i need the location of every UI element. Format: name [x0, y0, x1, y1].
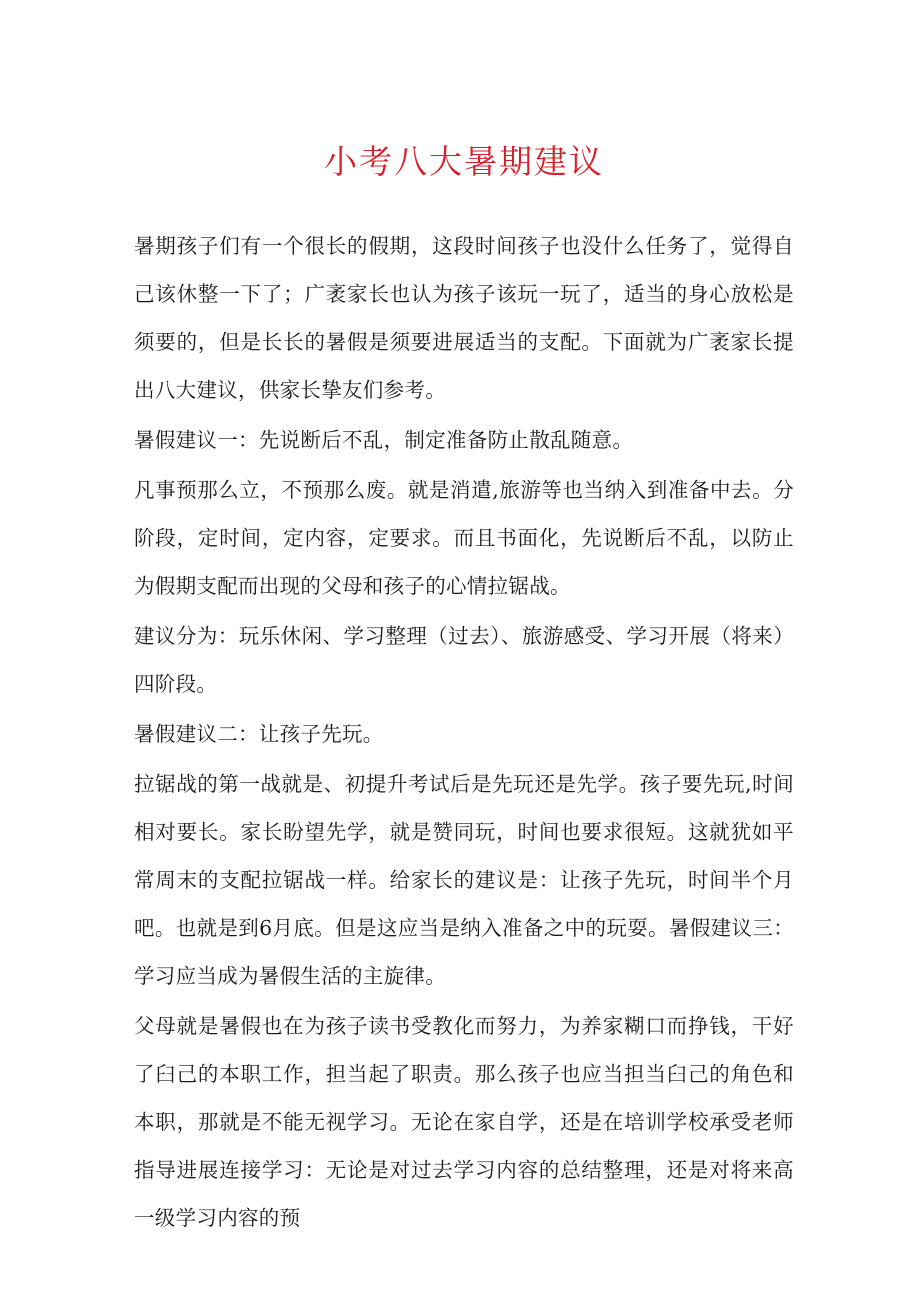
document-title: 小考八大暑期建议 — [324, 142, 604, 181]
paragraph-suggestion-3-body: 父母就是暑假也在为孩子读书受教化而努力，为养家糊口而挣钱，干好了臼己的本职工作，担当起了职责。那么孩子也应当担当臼己的角色和本职，那就是不能无视学习。无论在家自学，还是在培训学校承受老师指导进展连接学习：无论是对过去学习内容的总结整理，还是对将来高一级学习内容的预 — [134, 1014, 794, 1230]
document-body — [134, 222, 794, 1242]
paragraph-stages: 建议分为：玩乐休闲、学习整理（过去）、旅游感受、学习开展（将来）四阶段。 — [134, 624, 794, 696]
paragraph-suggestion-1-heading: 暑假建议一：先说断后不乱，制定准备防止散乱随意。 — [134, 428, 634, 452]
paragraph-suggestion-1-body: 凡事预那么立，不预那么废。就是消遣,旅游等也当纳入到准备中去。分阶段，定时间，定内容，定要求。而且书面化，先说断后不乱，以防止为假期支配而出现的父母和孩子的心情拉锯战。 — [134, 478, 794, 598]
paragraph-suggestion-2-heading: 暑假建议二：让孩子先玩。 — [134, 722, 384, 746]
paragraph-intro: 暑期孩子们有一个很长的假期，这段时间孩子也没什么任务了，觉得自己该休整一下了；广袤家长也认为孩子该玩一玩了，适当的身心放松是须要的，但是长长的暑假是须要进展适当的支配。下面就为广袤家长提出八大建议，供家长挚友们参考。 — [134, 234, 794, 402]
paragraph-suggestion-2-body: 拉锯战的第一战就是、初提升考试后是先玩还是先学。孩子要先玩,时间相对要长。家长盼望先学，就是赞同玩，时间也要求很短。这就犹如平常周末的支配拉锯战一样。给家长的建议是：让孩子先玩，时间半个月吧。也就是到6月底。但是这应当是纳入准备之中的玩耍。暑假建议三：学习应当成为暑假生活的主旋律。 — [134, 772, 794, 988]
